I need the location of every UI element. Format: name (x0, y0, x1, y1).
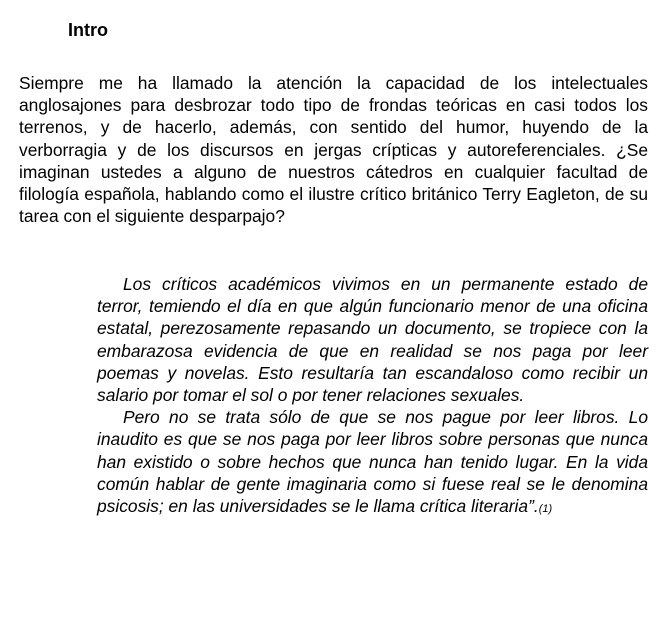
quote-paragraph-1 (97, 273, 648, 406)
quote-text-2: Pero no se trata sólo de que se nos pague por leer libros. Lo inaudito es que se nos paga por leer libros sobre personas que nunca han existido o sobre hechos que nunca han tenido lugar. En la vida común hablar de gente imaginaria como si fuese real se le denomina psicosis; en las universidades se le llama crítica literaria”. (97, 407, 648, 517)
quote-text-1: Los críticos académicos vivimos en un permanente estado de terror, temiendo el día en que algún funcionario menor de una oficina estatal, perezosamente repasando un documento, se tropiece con la embarazosa evidencia de que en realidad se nos paga por leer poemas y novelas. Esto resultaría tan escandaloso como recibir un salario por tomar el sol o por tener relaciones sexuales. (97, 274, 648, 406)
intro-paragraph: Siempre me ha llamado la atención la capacidad de los intelectuales anglosajones para desbrozar todo tipo de frondas teóricas en casi todos los terrenos, y de hacerlo, además, con sentido del humor, huyendo de la verborragia y de los discursos en jergas crípticas y autoreferenciales. ¿Se imaginan ustedes a alguno de nuestros cátedros en cualquier facultad de filología española, hablando como el ilustre crítico británico Terry Eagleton, de su tarea con el siguiente desparpajo? (19, 73, 648, 227)
footnote-reference[interactable]: (1) (538, 503, 553, 516)
quote-paragraph-2 (97, 406, 648, 520)
block-quote (97, 273, 648, 520)
section-heading: Intro (68, 20, 108, 40)
